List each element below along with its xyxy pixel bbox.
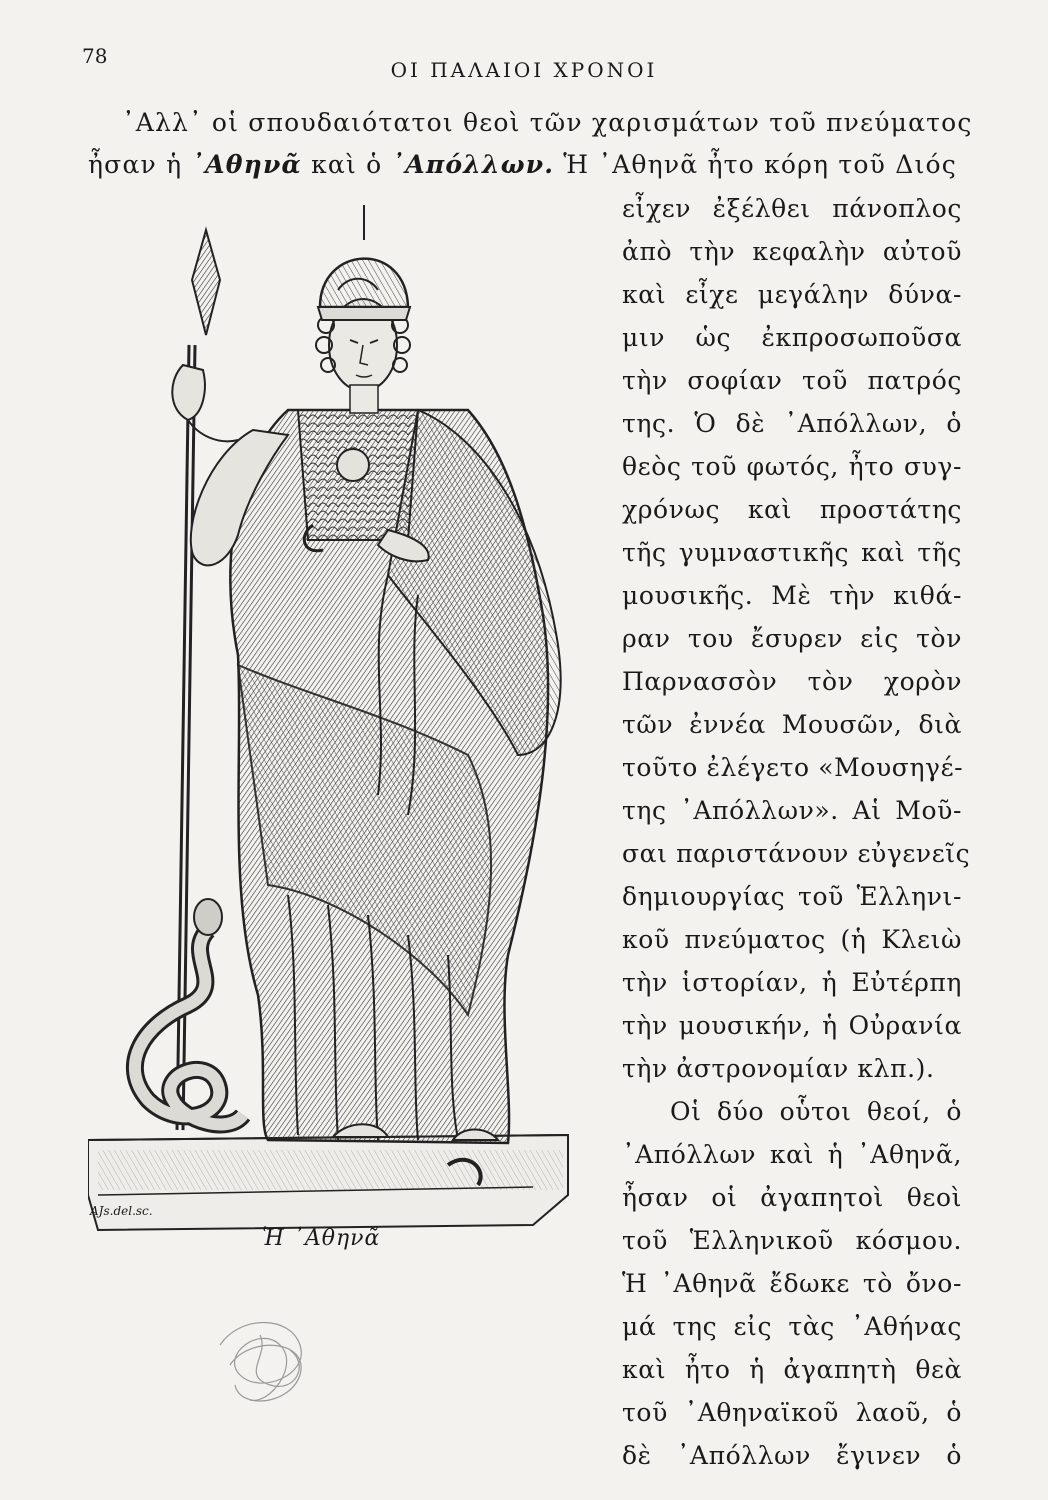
column-line: τοῦ ᾿Αθηναϊκοῦ λαοῦ, ὁ: [622, 1398, 962, 1427]
column-line: τὴν ἱστορίαν, ἡ Εὐτέρπη: [622, 968, 962, 997]
running-title: ΟΙ ΠΑΛΑΙΟΙ ΧΡΟΝΟΙ: [390, 58, 658, 82]
column-line: σαι παριστάνουν εὐγενεῖς: [622, 839, 971, 868]
column-line: δὲ ᾿Απόλλων ἔγινεν ὁ: [622, 1441, 962, 1470]
column-line: Ἡ ᾿Αθηνᾶ ἔδωκε τὸ ὄνο-: [622, 1269, 962, 1298]
column-line: θεὸς τοῦ φωτός, ἦτο συγ-: [622, 452, 962, 481]
opening-line-1: ᾿Αλλ᾿ οἱ σπουδαιότατοι θεοὶ τῶν χαρισμάτων τοῦ πνεύματος: [122, 108, 973, 137]
column-line: κοῦ πνεύματος (ἡ Κλειὼ: [622, 925, 962, 954]
column-line: τῶν ἐννέα Μουσῶν, διὰ: [622, 710, 962, 739]
column-line: της. Ὁ δὲ ᾿Απόλλων, ὁ: [622, 409, 962, 438]
column-line: μουσικῆς. Μὲ τὴν κιθά-: [622, 581, 962, 610]
column-line: Οἱ δύο οὗτοι θεοί, ὁ: [670, 1097, 962, 1126]
opening-line-2: [88, 150, 957, 179]
figure-caption: Ἡ ᾿Αθηνᾶ: [262, 1226, 381, 1251]
column-line: καὶ εἶχε μεγάλην δύνα-: [622, 280, 962, 309]
athena-statue-illustration: [88, 195, 598, 1235]
opening-text: καὶ ὁ: [301, 150, 392, 179]
athena-name-bold: ᾿Αθηνᾶ: [191, 150, 302, 179]
column-line: καὶ ἦτο ἡ ἀγαπητὴ θεὰ: [622, 1355, 962, 1384]
column-line: μιν ὡς ἐκπροσωποῦσα: [622, 323, 962, 352]
column-line: τὴν μουσικήν, ἡ Οὐρανία: [622, 1011, 962, 1040]
column-line: ραν του ἔσυρεν εἰς τὸν: [622, 624, 962, 653]
opening-text: ἦσαν ἡ: [88, 150, 192, 179]
column-line: εἶχεν ἐξέλθει πάνοπλος: [622, 194, 962, 223]
opening-text: Ἡ ᾿Αθηνᾶ ἦτο κόρη τοῦ Διός: [554, 150, 957, 179]
pencil-scribble: [200, 1305, 340, 1425]
column-line: ᾿Απόλλων καὶ ἡ ᾿Αθηνᾶ,: [622, 1140, 962, 1169]
page-number: 78: [82, 44, 108, 68]
column-line: μά της εἰς τὰς ᾿Αθήνας: [622, 1312, 962, 1341]
column-line: τὴν σοφίαν τοῦ πατρός: [622, 366, 962, 395]
column-line: ἀπὸ τὴν κεφαλὴν αὐτοῦ: [622, 237, 962, 266]
column-line: τὴν ἀστρονομίαν κλπ.).: [622, 1054, 935, 1083]
column-line: χρόνως καὶ προστάτης: [622, 495, 962, 524]
column-line: τοῦ Ἑλληνικοῦ κόσμου.: [622, 1226, 962, 1255]
artist-signature: AJs.del.sc.: [90, 1204, 153, 1218]
column-line: δημιουργίας τοῦ Ἑλληνι-: [622, 882, 962, 911]
column-line: ἦσαν οἱ ἀγαπητοὶ θεοὶ: [622, 1183, 962, 1212]
column-line: Παρνασσὸν τὸν χορὸν: [622, 667, 962, 696]
column-line: τοῦτο ἐλέγετο «Μουσηγέ-: [622, 753, 964, 782]
column-line: της ᾿Απόλλων». Αἱ Μοῦ-: [622, 796, 962, 825]
column-line: τῆς γυμναστικῆς καὶ τῆς: [622, 538, 962, 567]
apollo-name-bold: ᾿Απόλλων.: [391, 150, 555, 179]
